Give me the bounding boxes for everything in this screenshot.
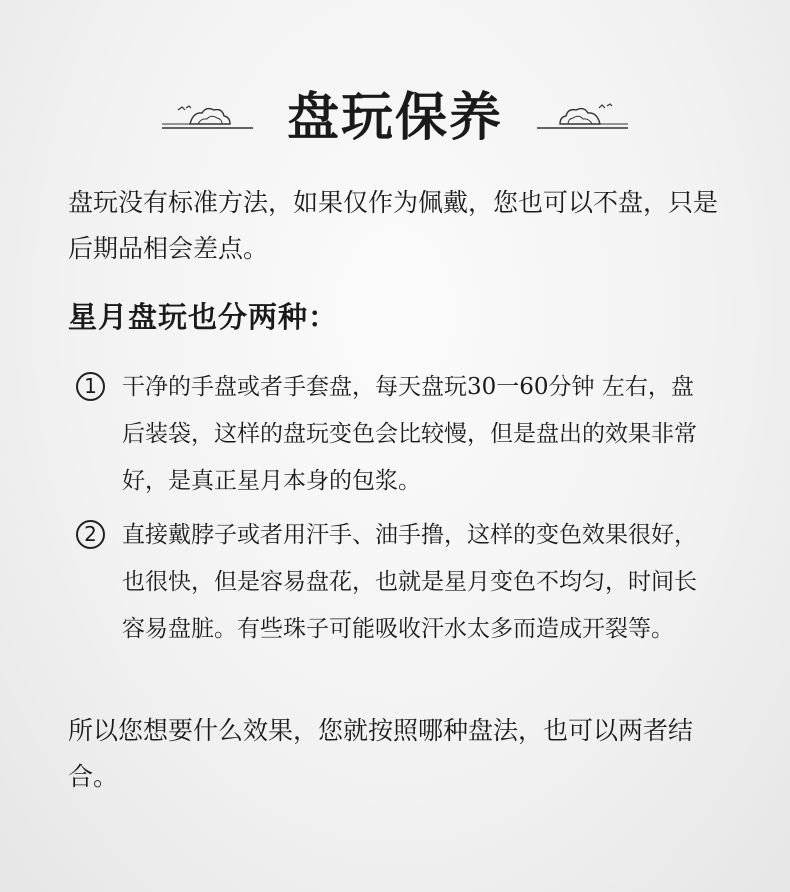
page-title: 盘玩保养 [286,87,503,148]
title-row [0,78,790,158]
item-number-badge: 2 [76,520,105,549]
item-text: 干净的手盘或者手套盘，每天盘玩30一60分钟 左右，盘后装袋，这样的盘玩变色会比较慢，但是盘出的效果非常好，是真正星月本身的包浆。 [122,374,697,494]
item-number-badge: 1 [76,372,105,401]
intro-paragraph: 盘玩没有标准方法，如果仅作为佩戴，您也可以不盘，只是后期品相会差点。 [68,188,719,263]
item-text: 直接戴脖子或者用汗手、油手撸，这样的变色效果很好，也很快，但是容易盘花，也就是星月变色不均匀，时间长容易盘脏。有些珠子可能吸收汗水太多而造成开裂等。 [122,522,697,642]
section-subtitle: 星月盘玩也分两种： [68,300,339,334]
cloud-ornament-right-icon [535,98,630,138]
outro-paragraph: 所以您想要什么效果，您就按照哪种盘法，也可以两者结合。 [68,716,694,791]
